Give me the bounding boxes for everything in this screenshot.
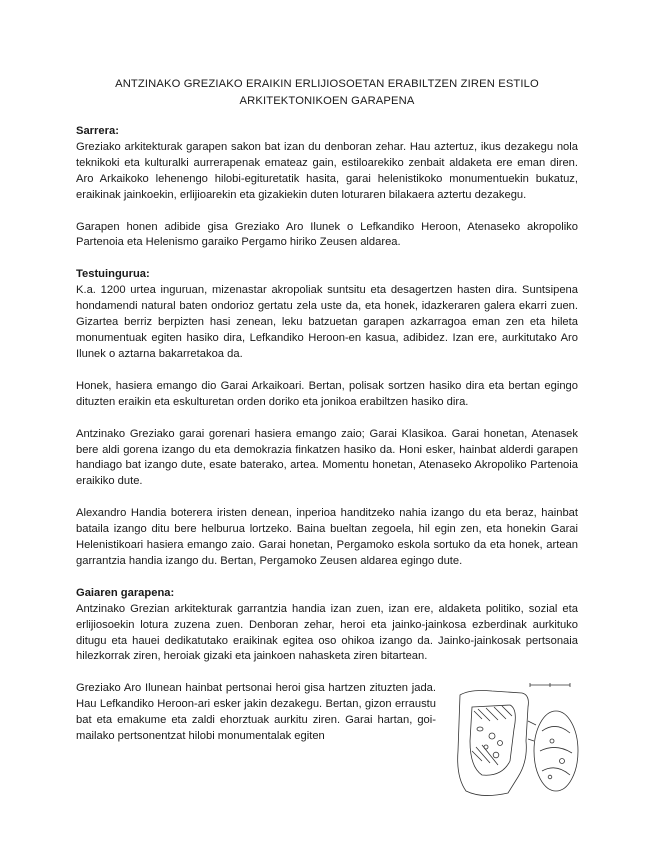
- paragraph: Greziako Aro Ilunean hainbat pertsonai heroi gisa hartzen zituzten jada. Hau Lefkandiko Heroon-ari esker jakin dezakegu. Bertan, gizon erraustu bat eta emakume eta zaldi ehorztuak aurkitu ziren. Garai hartan, goi-mailako pertsonentzat hilobi monumentalak egiten: [76, 682, 436, 743]
- section-heading-sarrera: Sarrera:: [76, 125, 119, 137]
- section-heading-gaiaren-garapena: Gaiaren garapena:: [76, 586, 175, 599]
- document-title: [76, 76, 578, 110]
- paragraph: Garapen honen adibide gisa Greziako Aro Ilunek o Lefkandiko Heroon, Atenaseko akropoliko Partenoia eta Helenismo garaiko Pergamo hiriko Zeusen aldarea.: [76, 220, 578, 249]
- paragraph: K.a. 1200 urtea inguruan, mizenastar akropoliak suntsitu eta desagertzen hasten dira. Suntsipena hondamendi natural baten ondorioz gertatu zela uste da, eta honek, idazkeraren galera ekarri zuen. Gizartea berriz berpizten hasi zenean, leku batzuetan garapen azkarragoa eman zen eta hileta monumentuak egiten hasiko dira, Lefkandiko Heroon-en kasua, adibidez. Izan ere, aurkitutako Aro Ilunek o aztarna bakarretakoa da.: [76, 284, 578, 360]
- paragraph: Greziako arkitekturak garapen sakon bat izan du denboran zehar. Hau aztertuz, ikus dezakegu nola teknikoki eta kulturalki aurrerapenak emateaz gain, estiloarekiko zenbait aldaketa ere eman diren. Aro Arkaikoko lehenengo hilobi-egituretatik hasita, garai helenistikoko monumentuekin bukatuz, eraikinak jainkoekin, erlijioarekin eta gizakiekin duten loturaren bilakaera aztertu dezakegu.: [76, 140, 578, 201]
- archaeological-site-plan-icon: [452, 681, 582, 801]
- document-body: [76, 124, 578, 745]
- paragraph: Antzinako Grezian arkitekturak garrantzia handia izan zuen, izan ere, aldaketa politiko, sozial eta erlijiosoekin lotura zuzena zuen. Denboran zehar, heroi eta jainko-jainkosa ezberdinak aurkituko ditugu eta hauei dedikatutako eraikinak egitea oso ohikoa izango da. Jainko-jainkosak pertsonaia hilezkorrak ziren, heroiak gizaki eta jainkoen nahasketa ziren bitartean.: [76, 602, 578, 663]
- title-line-1: ANTZINAKO GREZIAKO ERAIKIN ERLIJIOSOETAN ERABILTZEN ZIREN ESTILO: [115, 78, 539, 90]
- section-heading-testuingurua: Testuingurua:: [76, 268, 150, 281]
- paragraph: Honek, hasiera emango dio Garai Arkaikoari. Bertan, polisak sortzen hasiko dira eta bertan egingo dituzten eraikin eta eskulturetan orden doriko eta jonikoa erabiltzen hasiko dira.: [76, 379, 578, 408]
- paragraph: Alexandro Handia boterera iristen denean, inperioa handitzeko nahia izango du eta beraz, hainbat bataila izango ditu bere helburua lortzeko. Baina bueltan zegoela, hil egin zen, eta honekin Garai Helenistikoari hasiera emango zaio. Garai honetan, Pergamoko eskola sortuko da eta honek, artean garrantzia handia izango du. Bertan, Pergamoko Zeusen aldarea egingo dute.: [76, 507, 578, 567]
- paragraph: Antzinako Greziako garai gorenari hasiera emango zaio; Garai Klasikoa. Garai honetan, Atenasek bere aldi gorena izango du eta demokrazia finkatzen hasiko da. Honi esker, hainbat alderdi garapen handiago bat izango dute, esate baterako, artea. Momentu honetan, Atenaseko Akropoliko Partenoia eraikiko dute.: [76, 427, 578, 488]
- title-line-2: ARKITEKTONIKOEN GARAPENA: [239, 95, 415, 107]
- paragraph-with-figure: [76, 681, 578, 745]
